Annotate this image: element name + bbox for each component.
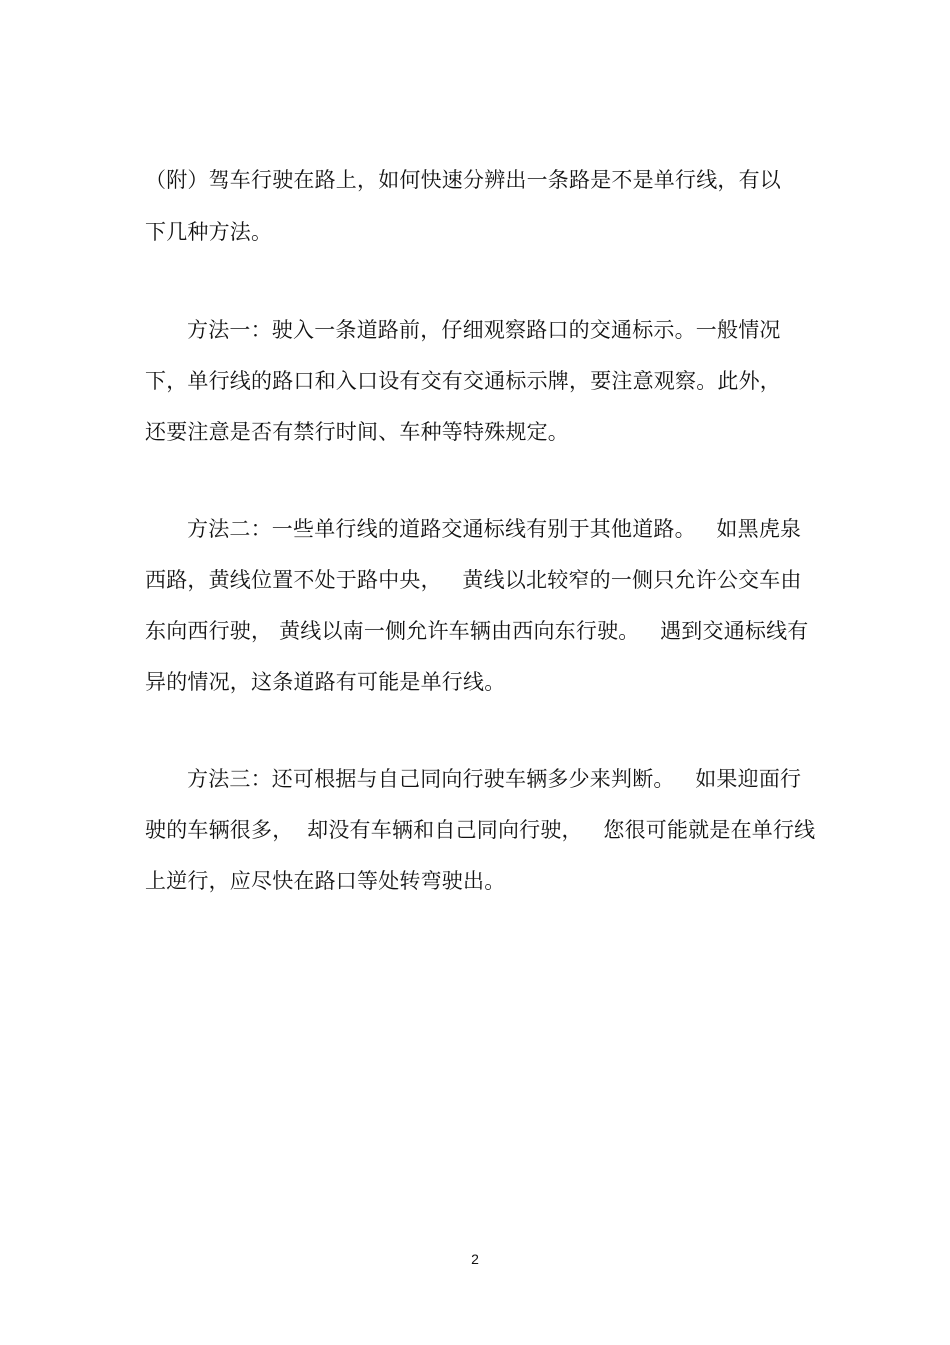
method-2-line-2: 西路，黄线位置不处于路中央， 黄线以北较窄的一侧只允许公交车由 [145, 568, 802, 592]
method-1-line-3: 还要注意是否有禁行时间、车种等特殊规定。 [145, 420, 569, 444]
page-number: 2 [471, 1251, 479, 1267]
method-3-line-2: 驶的车辆很多， 却没有车辆和自己同向行驶， 您很可能就是在单行线 [145, 818, 816, 842]
method-2-line-3: 东向西行驶， 黄线以南一侧允许车辆由西向东行驶。 遇到交通标线有 [145, 619, 809, 643]
intro-line-1: （附）驾车行驶在路上，如何快速分辨出一条路是不是单行线，有以 [145, 168, 781, 192]
method-1-line-2: 下，单行线的路口和入口设有交有交通标示牌，要注意观察。此外， [145, 369, 781, 393]
method-2-line-1: 方法二：一些单行线的道路交通标线有别于其他道路。 如黑虎泉 [187, 517, 802, 541]
method-3-line-1: 方法三：还可根据与自己同向行驶车辆多少来判断。 如果迎面行 [187, 767, 802, 791]
intro-line-2: 下几种方法。 [145, 220, 273, 244]
method-2-line-4: 异的情况，这条道路有可能是单行线。 [145, 670, 506, 694]
method-1-line-1: 方法一：驶入一条道路前，仔细观察路口的交通标示。一般情况 [187, 318, 781, 342]
method-3-line-3: 上逆行，应尽快在路口等处转弯驶出。 [145, 869, 506, 893]
